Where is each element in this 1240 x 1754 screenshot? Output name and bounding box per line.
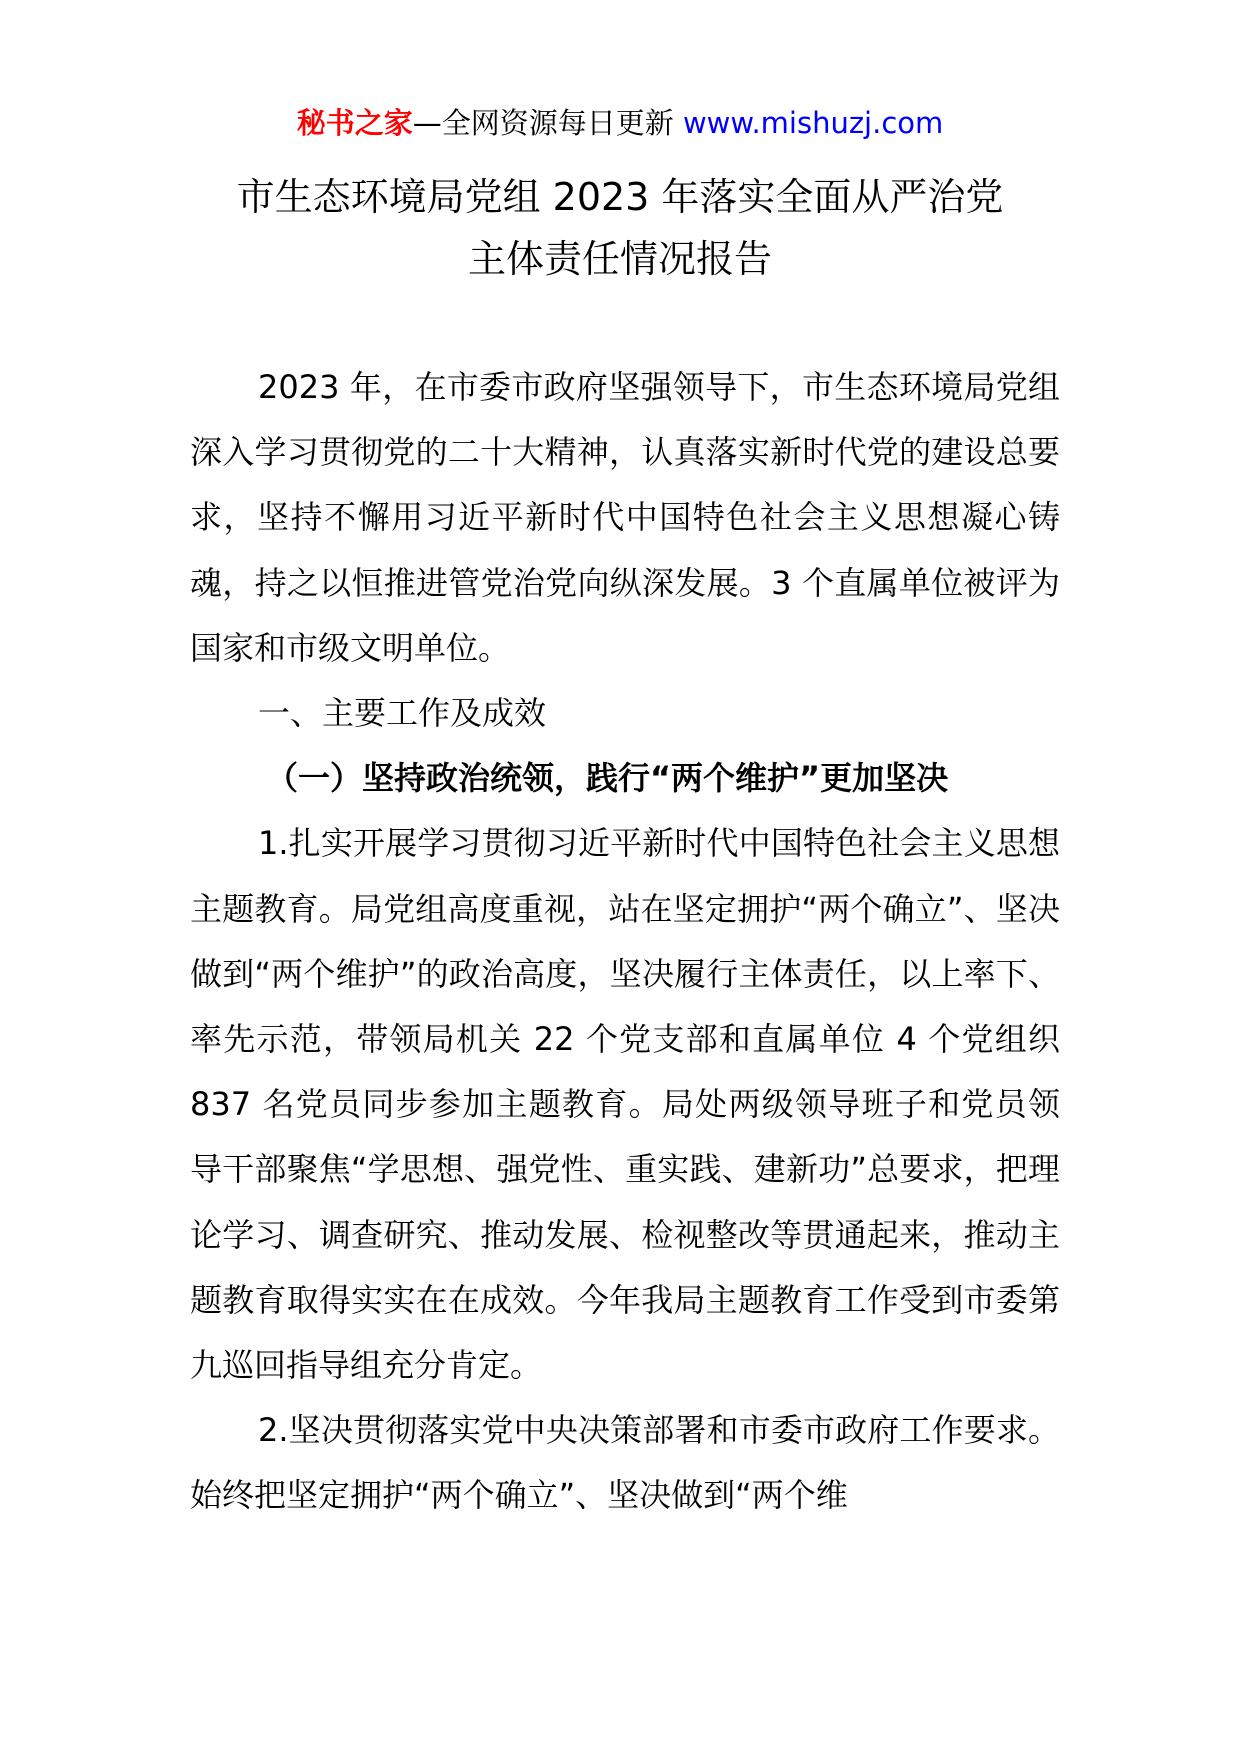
- intro-paragraph: 2023 年，在市委市政府坚强领导下，市生态环境局党组深入学习贯彻党的二十大精神，认真落实新时代党的建设总要求，坚持不懈用习近平新时代中国特色社会主义思想凝心铸魂，持之以恒推进管党治党向纵深发展。3 个直属单位被评为国家和市级文明单位。: [190, 368, 1060, 667]
- title-line-2: 主体责任情况报告: [467, 237, 772, 281]
- item-2-paragraph: 2.坚决贯彻落实党中央决策部署和市委市政府工作要求。始终把坚定拥护“两个确立”、坚决做到“两个维: [190, 1411, 1060, 1515]
- title-line-1: 市生态环境局党组 2023 年落实全面从严治党: [236, 175, 1004, 219]
- section-heading: 一、主要工作及成效: [258, 694, 547, 733]
- document-title: [0, 166, 1240, 290]
- site-header: [0, 102, 1240, 144]
- brand-name: 秘书之家: [296, 106, 413, 140]
- site-url-link[interactable]: www.mishuzj.com: [682, 106, 944, 140]
- header-tagline: —全网资源每日更新: [412, 106, 683, 140]
- document-body: [190, 355, 1060, 1529]
- item-1-paragraph: 1.扎实开展学习贯彻习近平新时代中国特色社会主义思想主题教育。局党组高度重视，站在坚定拥护“两个确立”、坚决做到“两个维护”的政治高度，坚决履行主体责任，以上率下、率先示范，带领局机关 22 个党支部和直属单位 4 个党组织 837 名党员同步参加主题教育。局处两级领导班子和党员领导干部聚焦“学思想、强党性、重实践、建新功”总要求，把理论学习、调查研究、推动发展、检视整改等贯通起来，推动主题教育取得实实在在成效。今年我局主题教育工作受到市委第九巡回指导组充分肯定。: [190, 824, 1060, 1385]
- subsection-heading: （一）坚持政治统领，践行“两个维护”更加坚决: [266, 759, 949, 798]
